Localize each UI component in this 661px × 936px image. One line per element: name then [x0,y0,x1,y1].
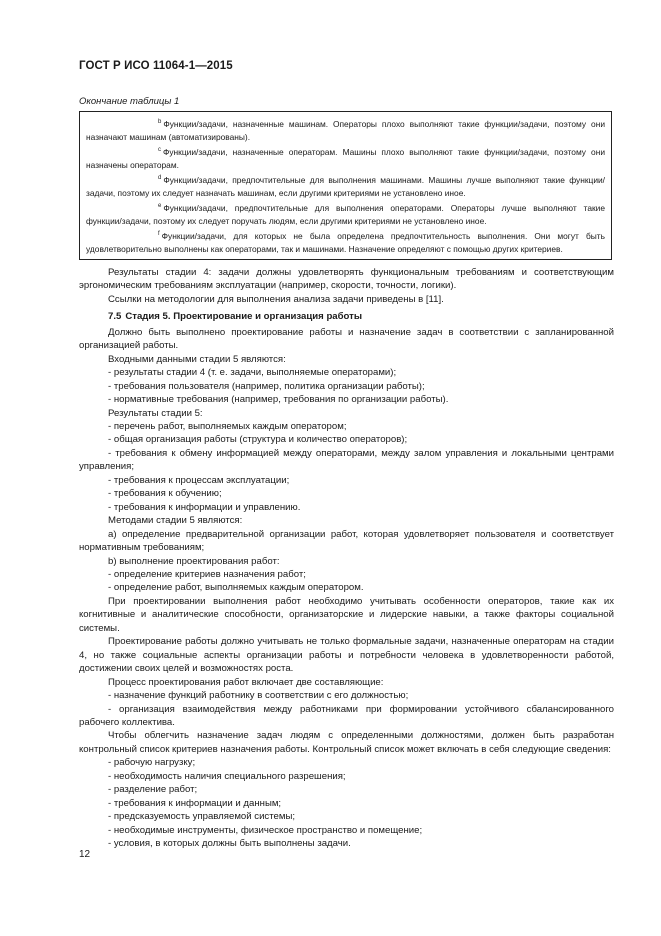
body-text [79,266,614,850]
footnote [86,144,605,172]
list-item: - рабочую нагрузку; [108,757,196,769]
list-item: - назначение функций работнику в соответствии с его должностью; [108,690,409,702]
paragraph: Методами стадии 5 являются: [108,515,243,527]
table-caption: Окончание таблицы 1 [79,96,180,107]
footnote-mark: f [158,231,160,237]
paragraph: Ссылки на методологии для выполнения анализа задачи приведены в [11]. [108,293,444,305]
paragraph: Процесс проектирования работ включает две составляющие: [108,676,384,688]
list-item: - условия, в которых должны быть выполнены задачи. [108,838,351,850]
section-heading [79,310,614,323]
footnote [86,172,605,200]
list-item: - предсказуемость управляемой системы; [108,811,296,823]
list-item: - требования к информации и данным; [108,797,282,809]
footnote [86,200,605,228]
section-title: Стадия 5. Проектирование и организация работы [125,311,363,323]
paragraph: Результаты стадии 5: [108,407,203,419]
page-number: 12 [79,849,91,860]
footnote-mark: b [158,119,162,125]
footnote [86,228,605,256]
paragraph: Должно быть выполнено проектирование работы и назначение задач в соответствии с запланированной организацией работы. [79,326,614,352]
list-item: - определение работ, выполняемых каждым оператором. [108,582,364,594]
footnote-text: Функции/задачи, предпочтительные для выполнения операторами. Операторы лучше выполняют такие функции/задачи, поэтому их следует поручать людям, если другими критериями не установлено иное. [86,203,605,226]
paragraph: Результаты стадии 4: задачи должны удовлетворять функциональным требованиям и соответствующим эргономическим требованиям эксплуатации (например, скорости, точности, логики). [79,267,614,292]
list-item: - необходимые инструменты, физическое пространство и помещение; [108,824,423,836]
document-header: ГОСТ Р ИСО 11064-1—2015 [79,60,233,72]
list-item: - необходимость наличия специального разрешения; [108,770,346,782]
footnote-text: Функции/задачи, предпочтительные для выполнения машинами. Машины лучше выполняют такие функции/задачи, поэтому их следует назначать машинам, если другими критериями не установлено иное. [86,175,605,198]
list-item: - общая организация работы (структура и количество операторов); [108,434,408,446]
footnote [86,116,605,144]
list-item: - требования пользователя (например, политика организации работы); [108,380,425,392]
list-item: - требования к обучению; [108,488,222,500]
list-item: - требования к процессам эксплуатации; [108,474,290,486]
footnote-mark: d [158,175,162,181]
section-content [79,326,614,851]
paragraph: При проектировании выполнения работ необходимо учитывать особенности операторов, такие как их когнитивные и аналитические способности, организаторские и лидерские навыки, а также факторы социальной системы. [79,595,614,634]
list-item: b) выполнение проектирования работ: [108,555,280,567]
footnote-mark: c [158,147,161,153]
list-item: - требования к информации и управлению. [108,501,301,513]
paragraph: - требования к обмену информацией между операторами, между залом управления и локальными центрами управления; [79,447,614,473]
footnote-mark: e [158,203,162,209]
footnote-text: Функции/задачи, для которых не была определена предпочтительность выполнения. Они могут быть удовлетворительно выполнены как операторами, так и машинами. Назначение определяют с помощью других критериев. [86,231,605,254]
list-item: - нормативные требования (например, требования по организации работы). [108,394,449,406]
paragraph: Чтобы облегчить назначение задач людям с определенными должностями, должен быть разработан контрольный список критериев назначения работы. Контрольный список может включать в себя следующие сведения: [79,730,614,755]
table-footnotes-box [79,111,612,260]
paragraph: Входными данными стадии 5 являются: [108,353,286,365]
footnote-text: Функции/задачи, назначенные операторам. Машины плохо выполняют такие функции/задачи, поэтому они назначены операторам. [86,147,605,170]
list-item: - результаты стадии 4 (т. е. задачи, выполняемые операторами); [108,367,397,379]
list-item: - разделение работ; [108,784,198,796]
paragraph: a) определение предварительной организации работ, которая удовлетворяет пользователя и соответствует нормативным требованиям; [79,528,614,554]
footnote-text: Функции/задачи, назначенные машинам. Операторы плохо выполняют такие функции/задачи, поэтому они назначают машинам (автоматизированы). [86,119,605,142]
paragraph: Проектирование работы должно учитывать не только формальные задачи, назначенные операторам на стадии 4, но также социальные аспекты организации работы и потребности человека в удовлетворенности работой, достижении своих целей и возможностях роста. [79,636,614,675]
paragraph: - организация взаимодействия между работниками при формировании устойчивого сбалансированного рабочего коллектива. [79,703,614,728]
list-item: - определение критериев назначения работ; [108,568,306,580]
section-number: 7.5 [108,311,122,323]
list-item: - перечень работ, выполняемых каждым оператором; [108,420,347,432]
